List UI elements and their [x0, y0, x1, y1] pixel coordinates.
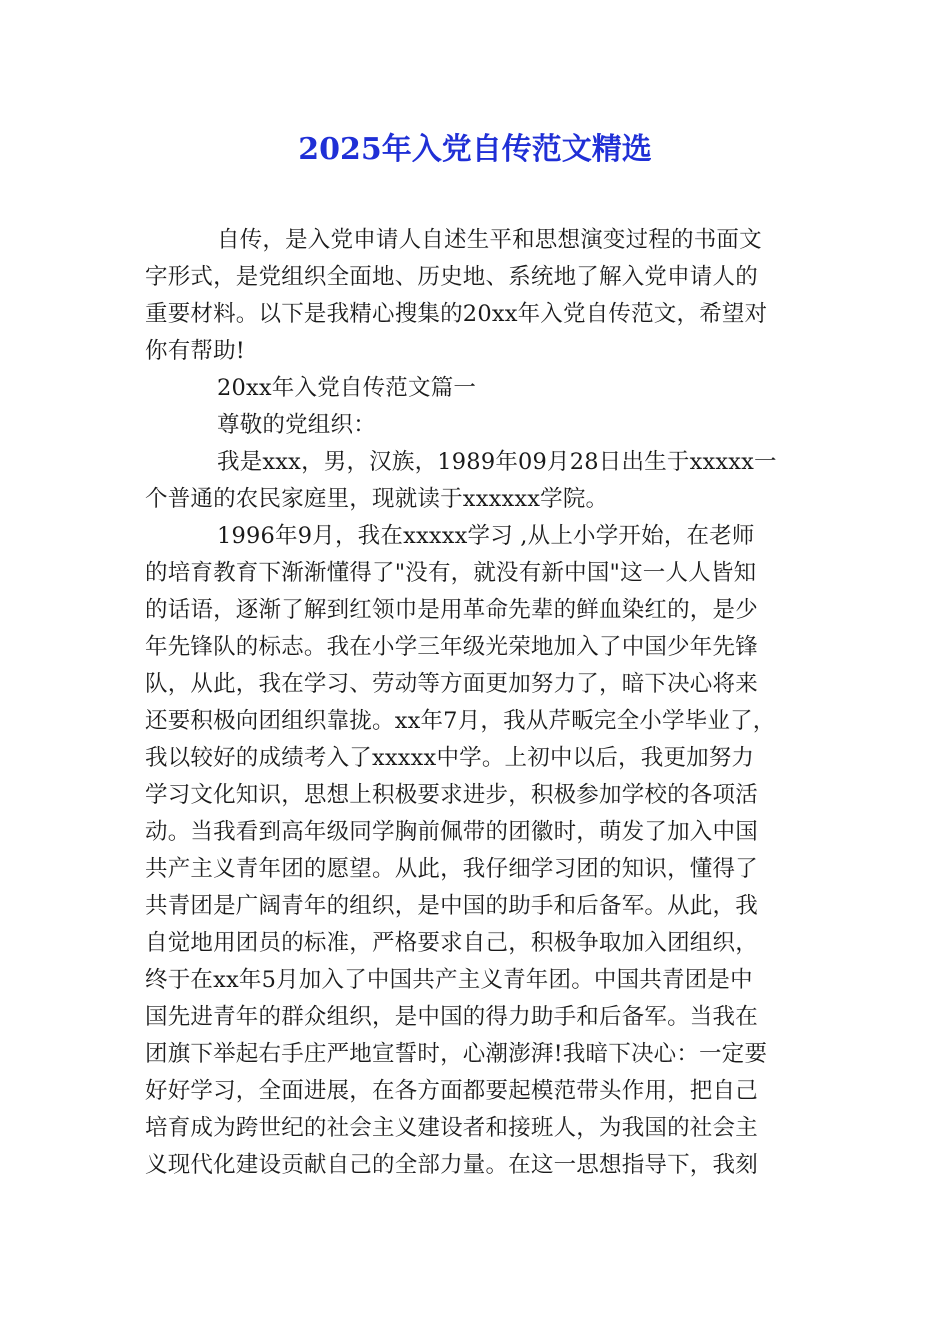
text-line: 20xx年入党自传范文篇一 [217, 375, 477, 401]
text-line: 年先锋队的标志。我在小学三年级光荣地加入了中国少年先锋 [145, 634, 758, 660]
text-line: 的培育教育下渐渐懂得了"没有，就没有新中国"这一人人皆知 [145, 560, 757, 586]
document-title: 2025年入党自传范文精选 [298, 132, 652, 167]
text-line: 我是xxx，男，汉族，1989年09月28日出生于xxxxx一 [217, 449, 777, 475]
text-line: 1996年9月，我在xxxxx学习 ,从上小学开始，在老师 [217, 523, 755, 549]
text-line: 培育成为跨世纪的社会主义建设者和接班人，为我国的社会主 [145, 1115, 758, 1141]
text-line: 我以较好的成绩考入了xxxxx中学。上初中以后，我更加努力 [145, 745, 755, 771]
text-line: 好好学习，全面进展，在各方面都要起模范带头作用，把自己 [145, 1078, 758, 1104]
text-line: 国先进青年的群众组织，是中国的得力助手和后备军。当我在 [145, 1004, 758, 1030]
text-line: 队，从此，我在学习、劳动等方面更加努力了，暗下决心将来 [145, 671, 758, 697]
text-line: 尊敬的党组织： [217, 412, 376, 438]
text-line: 重要材料。以下是我精心搜集的20xx年入党自传范文，希望对 [145, 301, 768, 327]
text-line: 动。当我看到高年级同学胸前佩带的团徽时，萌发了加入中国 [145, 819, 758, 845]
text-line: 个普通的农民家庭里，现就读于xxxxxx学院。 [145, 486, 609, 512]
text-line: 自传，是入党申请人自述生平和思想演变过程的书面文 [217, 227, 762, 253]
text-line: 团旗下举起右手庄严地宣誓时，心潮澎湃!我暗下决心：一定要 [145, 1041, 768, 1067]
text-line: 终于在xx年5月加入了中国共产主义青年团。中国共青团是中 [145, 967, 753, 993]
text-line: 还要积极向团组织靠拢。xx年7月，我从芹畈完全小学毕业了， [145, 708, 776, 734]
document-body [145, 222, 809, 1184]
text-line: 共青团是广阔青年的组织，是中国的助手和后备军。从此，我 [145, 893, 758, 919]
text-line: 你有帮助! [145, 338, 246, 364]
text-line: 义现代化建设贡献自己的全部力量。在这一思想指导下，我刻 [145, 1152, 758, 1178]
text-line: 自觉地用团员的标准，严格要求自己，积极争取加入团组织， [145, 930, 758, 956]
text-line: 的话语，逐渐了解到红领巾是用革命先辈的鲜血染红的，是少 [145, 597, 758, 623]
text-line: 学习文化知识，思想上积极要求进步，积极参加学校的各项活 [145, 782, 758, 808]
text-line: 字形式，是党组织全面地、历史地、系统地了解入党申请人的 [145, 264, 758, 290]
text-line: 共产主义青年团的愿望。从此，我仔细学习团的知识，懂得了 [145, 856, 758, 882]
